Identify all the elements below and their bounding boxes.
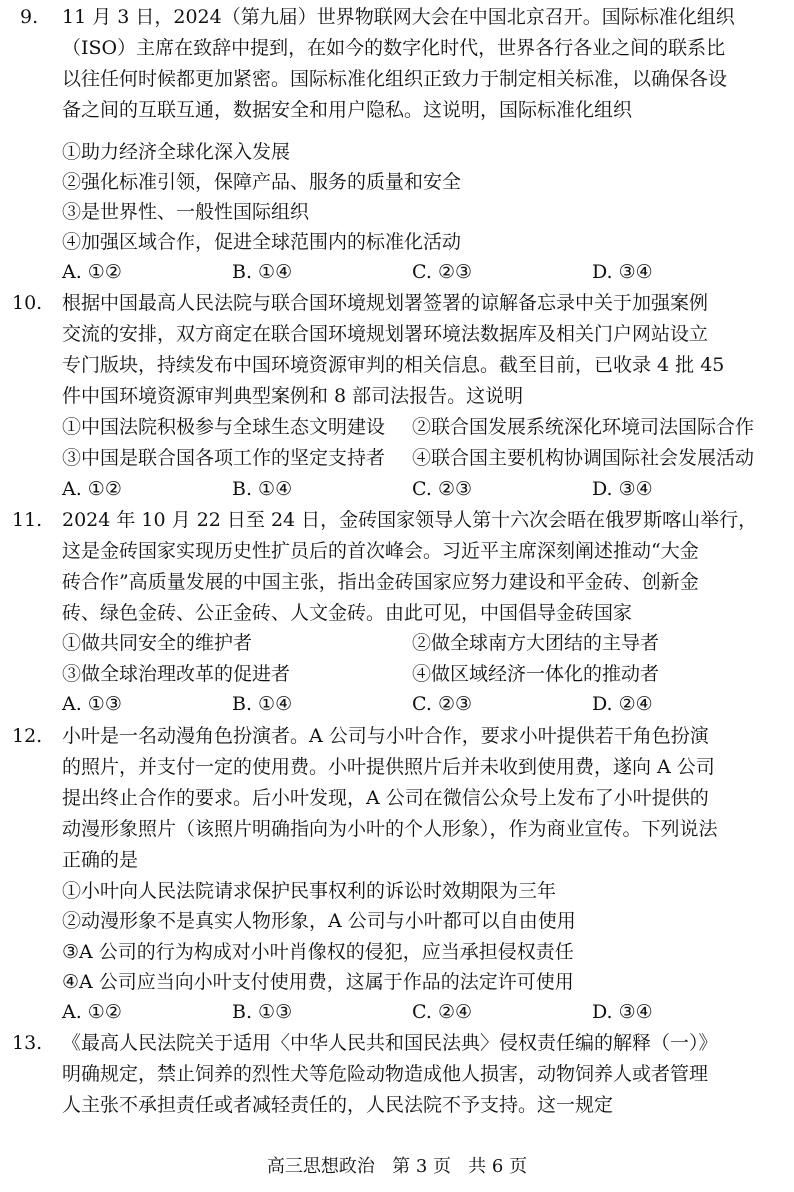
footer-subject: 高三思想政治	[266, 1156, 375, 1177]
option-item: ③中国是联合国各项工作的坚定支持者	[62, 447, 386, 469]
question-text-line: 这是金砖国家实现历史性扩员后的首次峰会。习近平主席深刻阐述推动“大金	[62, 540, 699, 562]
option-pair	[62, 412, 777, 442]
question-text-line: 根据中国最高人民法院与联合国环境规划署签署的谅解备忘录中关于加强案例	[62, 292, 709, 314]
choice-a: A. ①②	[62, 1001, 122, 1023]
option-item: ②联合国发展系统深化环境司法国际合作	[412, 416, 755, 438]
question-number: 10.	[12, 292, 43, 314]
choice-d: D. ②④	[592, 693, 653, 715]
answer-choices	[62, 474, 777, 504]
option-item: ③是世界性、一般性国际组织	[62, 201, 310, 223]
choice-c: C. ②③	[412, 261, 473, 283]
question-text-line: 明确规定，禁止饲养的烈性犬等危险动物造成他人损害，动物饲养人或者管理	[62, 1063, 709, 1085]
question-text-line: 提出终止合作的要求。后小叶发现，A 公司在微信公众号上发布了小叶提供的	[62, 787, 709, 809]
question-text-line: 2024 年 10 月 22 日至 24 日，金砖国家领导人第十六次会晤在俄罗斯喀山举行，	[62, 509, 758, 531]
question-number: 9.	[20, 6, 39, 28]
option-item: ②动漫形象不是真实人物形象，A 公司与小叶都可以自由使用	[62, 910, 576, 932]
question-text-line: 11 月 3 日，2024（第九届）世界物联网大会在中国北京召开。国际标准化组织	[62, 6, 735, 28]
question-text-line: 正确的是	[62, 849, 139, 871]
question-text-line: 人主张不承担责任或者减轻责任的，人民法院不予支持。这一规定	[62, 1094, 614, 1116]
choice-a: A. ①②	[62, 478, 122, 500]
option-pair	[62, 443, 777, 473]
choice-b: B. ①④	[232, 693, 293, 715]
question-number: 11.	[12, 509, 43, 531]
option-item: ①做共同安全的维护者	[62, 632, 253, 654]
option-item: ④A 公司应当向小叶支付使用费，这属于作品的法定许可使用	[62, 971, 574, 993]
page-footer	[0, 1152, 794, 1182]
question-text-line: 交流的安排，双方商定在联合国环境规划署环境法数据库及相关门户网站设立	[62, 323, 709, 345]
question-text-line: 砖、绿色金砖、公正金砖、人文金砖。由此可见，中国倡导金砖国家	[62, 602, 633, 624]
question-text-line: 专门版块，持续发布中国环境资源审判的相关信息。截至目前，已收录 4 批 45	[62, 354, 725, 376]
question-text-line: 以往任何时候都更加紧密。国际标准化组织正致力于制定相关标准，以确保各设	[62, 68, 728, 90]
footer-page-number: 第 3 页	[392, 1156, 451, 1177]
option-item: ②做全球南方大团结的主导者	[412, 632, 660, 654]
option-item: ③做全球治理改革的促进者	[62, 663, 291, 685]
question-text-line: 动漫形象照片（该照片明确指向为小叶的个人形象），作为商业宣传。下列说法	[62, 818, 718, 840]
answer-choices	[62, 997, 777, 1027]
choice-d: D. ③④	[592, 478, 653, 500]
option-pair	[62, 628, 777, 658]
option-item: ②强化标准引领，保障产品、服务的质量和安全	[62, 171, 462, 193]
choice-a: A. ①②	[62, 261, 122, 283]
footer-total-pages: 共 6 页	[468, 1156, 528, 1177]
question-text-line: 《最高人民法院关于适用〈中华人民共和国民法典〉侵权责任编的解释（一）》	[62, 1032, 718, 1054]
option-item: ④联合国主要机构协调国际社会发展活动	[412, 447, 755, 469]
option-item: ④加强区域合作，促进全球范围内的标准化活动	[62, 231, 462, 253]
choice-c: C. ②③	[412, 478, 473, 500]
choice-d: D. ③④	[592, 261, 653, 283]
question-text-line: 件中国环境资源审判典型案例和 8 部司法报告。这说明	[62, 385, 524, 407]
choice-d: D. ③④	[592, 1001, 653, 1023]
choice-a: A. ①③	[62, 693, 122, 715]
question-number: 12.	[12, 725, 43, 747]
choice-c: C. ②③	[412, 693, 473, 715]
question-text-line: （ISO）主席在致辞中提到，在如今的数字化时代，世界各行各业之间的联系比	[62, 37, 726, 59]
option-item: ④做区域经济一体化的推动者	[412, 663, 660, 685]
option-item: ③A 公司的行为构成对小叶肖像权的侵犯，应当承担侵权责任	[62, 941, 574, 963]
choice-c: C. ②④	[412, 1001, 473, 1023]
option-item: ①助力经济全球化深入发展	[62, 141, 291, 163]
question-text-line: 小叶是一名动漫角色扮演者。A 公司与小叶合作，要求小叶提供若干角色扮演	[62, 725, 709, 747]
choice-b: B. ①③	[232, 1001, 293, 1023]
question-text-line: 砖合作”高质量发展的中国主张，指出金砖国家应努力建设和平金砖、创新金	[62, 571, 699, 593]
option-pair	[62, 659, 777, 689]
answer-choices	[62, 689, 777, 719]
choice-b: B. ①④	[232, 478, 293, 500]
answer-choices	[62, 257, 777, 287]
question-text-line: 的照片，并支付一定的使用费。小叶提供照片后并未收到使用费，遂向 A 公司	[62, 756, 715, 778]
option-item: ①小叶向人民法院请求保护民事权利的诉讼时效期限为三年	[62, 880, 557, 902]
choice-b: B. ①④	[232, 261, 293, 283]
question-number: 13.	[12, 1032, 43, 1054]
question-text-line: 备之间的互联互通，数据安全和用户隐私。这说明，国际标准化组织	[62, 99, 633, 121]
option-item: ①中国法院积极参与全球生态文明建设	[62, 416, 386, 438]
